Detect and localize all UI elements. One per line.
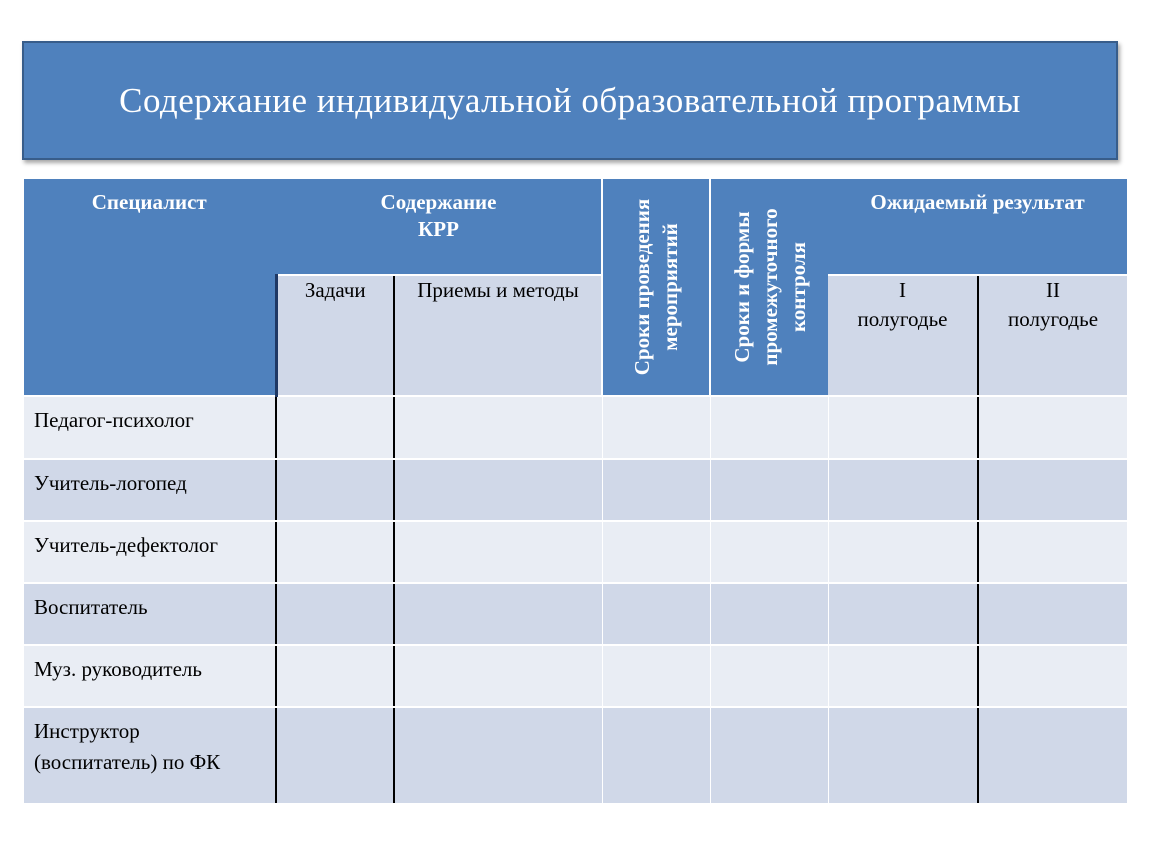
program-table	[24, 179, 1127, 805]
header-terms: Сроки проведения мероприятий	[602, 179, 710, 396]
header-half1: I полугодье	[828, 275, 978, 396]
row-label: Муз. руководитель	[24, 645, 276, 707]
header-content: Содержание КРР	[276, 179, 602, 275]
row-label: Воспитатель	[24, 583, 276, 645]
header-result: Ожидаемый результат	[828, 179, 1127, 275]
header-control: Сроки и формы промежуточного контроля	[710, 179, 828, 396]
table-row	[24, 645, 1127, 707]
row-label: Инструктор (воспитатель) по ФК	[24, 707, 276, 804]
header-specialist: Специалист	[24, 179, 276, 396]
table-row	[24, 707, 1127, 804]
header-half2: II полугодье	[978, 275, 1127, 396]
title-banner	[22, 41, 1118, 160]
table-row	[24, 521, 1127, 583]
page-title: Содержание индивидуальной образовательной программы	[119, 80, 1021, 120]
header-tasks: Задачи	[276, 275, 394, 396]
row-label: Учитель-дефектолог	[24, 521, 276, 583]
table-row	[24, 459, 1127, 521]
header-methods: Приемы и методы	[394, 275, 602, 396]
table-row	[24, 396, 1127, 459]
row-label: Педагог-психолог	[24, 396, 276, 459]
row-label: Учитель-логопед	[24, 459, 276, 521]
table-row	[24, 583, 1127, 645]
